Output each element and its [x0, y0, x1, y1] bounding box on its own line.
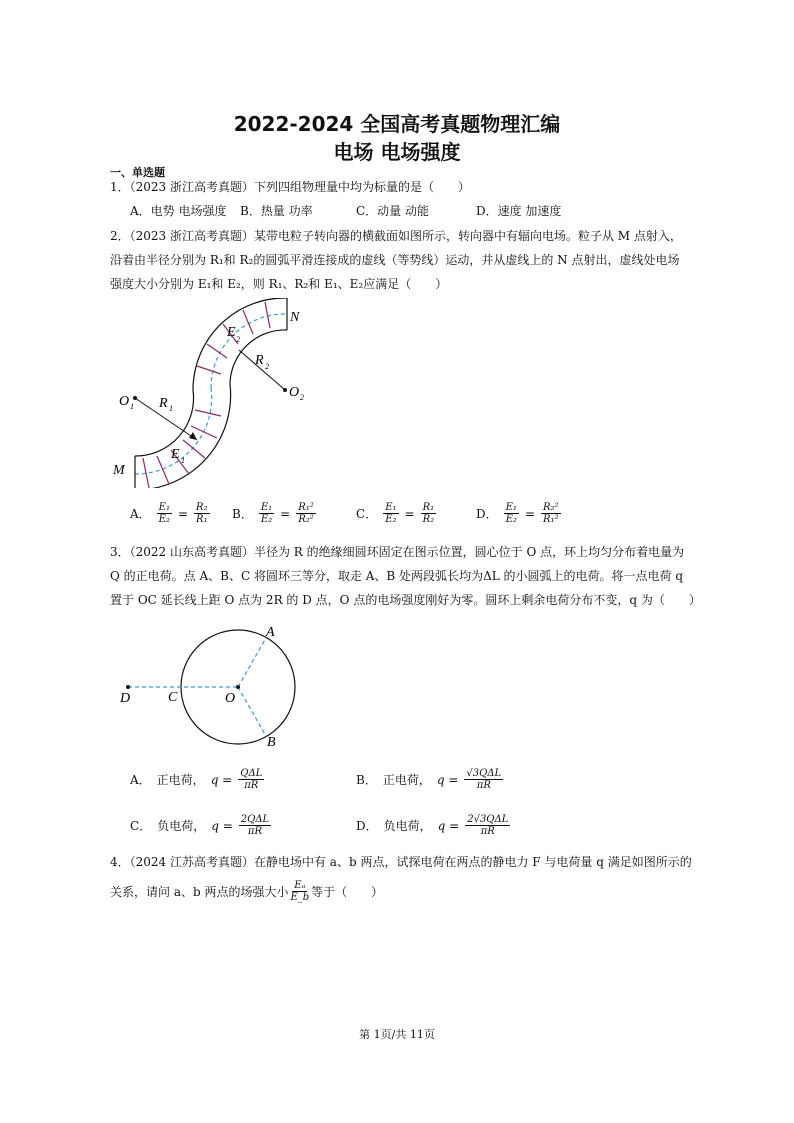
q1-option-b: B．热量 功率 — [240, 204, 313, 218]
q2-option-a-rhs: $\frac{\text{R₂}}{\text{R₁}}$ — [196, 502, 208, 525]
q3-option-d-sign: 负电荷， — [383, 819, 432, 833]
q2-label-O2: O — [289, 385, 300, 400]
q3-option-d-letter: D． — [356, 819, 378, 833]
page-footer: 第 1页/共 11页 — [359, 1028, 435, 1041]
q3-label-D: D — [120, 691, 131, 706]
q3-option-b-letter: B． — [356, 773, 377, 787]
q2-option-b: B． $\frac{\text{E₁}}{\text{E₂}}$ = $\frac{\text{R₁²}}{\text{R₂²}}$ — [232, 502, 314, 525]
q3-option-b-sign: 正电荷， — [382, 773, 431, 787]
q2-label-E2-sub: 2 — [236, 335, 240, 344]
q2-line1: 2．（2023 浙江高考真题）某带电粒子转向器的横截面如图所示，转向器中有辐向电场。粒子从 M 点射入， — [110, 229, 682, 243]
q2-label-E1: E — [171, 447, 180, 462]
q2-label-R1-sub: 1 — [169, 404, 173, 413]
q4-line2 — [110, 880, 383, 903]
q3-option-a-lhs: q = — [210, 772, 233, 787]
q2-line2: 沿着由半径分别为 R₁和 R₂的圆弧平滑连接成的虚线（等势线）运动，并从虚线上的 N 点射出，虚线处电场 — [110, 253, 680, 267]
q2-label-M: M — [113, 463, 125, 478]
q3-option-c-letter: C． — [130, 819, 152, 833]
q3-option-d-lhs: q = — [437, 818, 460, 833]
q2-label-R1: R — [159, 396, 168, 411]
q2-option-a: A． $\frac{\text{E₁}}{\text{E₂}}$ = $\frac{\text{R₂}}{\text{R₁}}$ — [130, 502, 208, 525]
q2-label-E1-sub: 1 — [181, 456, 185, 465]
q2-label-R2: R — [255, 353, 264, 368]
section-heading: 一、单选题 — [110, 166, 165, 179]
q4-line1: 4．（2024 江苏高考真题）在静电场中有 a、b 两点，试探电荷在两点的静电力 F 与电荷量 q 满足如图所示的 — [110, 855, 692, 869]
q3-option-b-lhs: q = — [436, 772, 459, 787]
q3-option-c-frac: $\frac{\text{2QΔL}}{\pi R}$ — [240, 814, 270, 837]
q2-label-O2-sub: 2 — [300, 393, 304, 402]
q3-label-C: C — [168, 690, 178, 705]
q3-option-c — [130, 814, 271, 837]
page-subtitle: 电场 电场强度 — [333, 140, 461, 164]
q3-option-a — [130, 768, 264, 791]
q2-option-c-letter: C． — [356, 507, 378, 521]
q2-line3: 强度大小分别为 E₁和 E₂，则 R₁、R₂和 E₁、E₂应满足（ ） — [110, 277, 448, 291]
q3-option-c-sign: 负电荷， — [157, 819, 206, 833]
q3-ring-figure — [110, 620, 310, 755]
q3-option-a-letter: A． — [130, 773, 151, 787]
q4-line2-post: 等于（ ） — [311, 885, 384, 899]
q3-label-O: O — [225, 691, 236, 706]
q2-label-R2-sub: 2 — [265, 362, 269, 371]
q2-label-O1: O — [119, 394, 130, 409]
q3-option-d-frac: $\frac{\text{2√3QΔL}}{\pi R}$ — [467, 814, 509, 837]
q3-option-a-sign: 正电荷， — [156, 773, 205, 787]
q2-option-d-lhs: $\frac{\text{E₁}}{\text{E₂}}$ — [505, 502, 517, 525]
q1-option-a: A．电势 电场强度 — [130, 204, 227, 218]
q2-option-a-lhs: $\frac{\text{E₁}}{\text{E₂}}$ — [158, 502, 170, 525]
q2-option-c: C． $\frac{\text{E₁}}{\text{E₂}}$ = $\frac{\text{R₁}}{\text{R₂}}$ — [356, 502, 435, 525]
q2-deflector-figure — [105, 298, 325, 488]
q4-ratio: $\frac{\text{Eₐ}}{E\_b}$ — [290, 880, 310, 903]
q2-option-d: D． $\frac{\text{E₁}}{\text{E₂}}$ = $\frac{\text{R₂²}}{\text{R₁²}}$ — [476, 502, 559, 525]
q3-label-B: B — [267, 735, 276, 750]
q3-option-c-lhs: q = — [211, 818, 233, 833]
q3-label-A: A — [266, 625, 275, 640]
q4-line2-pre: 关系，请问 a、b 两点的场强大小 — [110, 885, 289, 899]
q2-option-c-lhs: $\frac{\text{E₁}}{\text{E₂}}$ — [385, 502, 397, 525]
q3-line1: 3．（2022 山东高考真题）半径为 R 的绝缘细圆环固定在图示位置，圆心位于 O 点，环上均匀分布着电量为 — [110, 545, 685, 559]
q2-label-O1-sub: 1 — [130, 402, 134, 411]
q3-line3: 置于 OC 延长线上距 O 点为 2R 的 D 点，O 点的电场强度刚好为零。圆环上剩余电荷分布不变，q 为（ ） — [110, 593, 701, 607]
q3-option-b-frac: $\frac{\text{√3QΔL}}{\pi R}$ — [466, 768, 502, 791]
q2-option-b-rhs: $\frac{\text{R₁²}}{\text{R₂²}}$ — [298, 502, 314, 525]
q2-option-d-letter: D． — [476, 507, 498, 521]
q3-option-d — [356, 814, 510, 837]
q2-option-b-letter: B． — [232, 507, 253, 521]
q3-option-a-frac: $\frac{\text{QΔL}}{\pi R}$ — [240, 768, 263, 791]
q2-option-d-rhs: $\frac{\text{R₂²}}{\text{R₁²}}$ — [543, 502, 559, 525]
q3-option-b — [356, 768, 503, 791]
page-title: 2022-2024 全国高考真题物理汇编 — [233, 112, 561, 136]
q2-label-E2: E — [227, 325, 236, 340]
q2-label-N: N — [290, 310, 300, 325]
q1-stem: 1．（2023 浙江高考真题）下列四组物理量中均为标量的是（ ） — [110, 180, 470, 194]
q3-line2: Q 的正电荷。点 A、B、C 将圆环三等分，取走 A、B 处两段弧长均为ΔL 的小圆弧上的电荷。将一点电荷 q — [110, 569, 684, 583]
q2-option-a-letter: A． — [130, 507, 151, 521]
q1-option-c: C．动量 动能 — [356, 204, 429, 218]
q1-option-d: D．速度 加速度 — [476, 204, 562, 218]
q2-option-c-rhs: $\frac{\text{R₁}}{\text{R₂}}$ — [422, 502, 435, 525]
q2-option-b-lhs: $\frac{\text{E₁}}{\text{E₂}}$ — [260, 502, 273, 525]
